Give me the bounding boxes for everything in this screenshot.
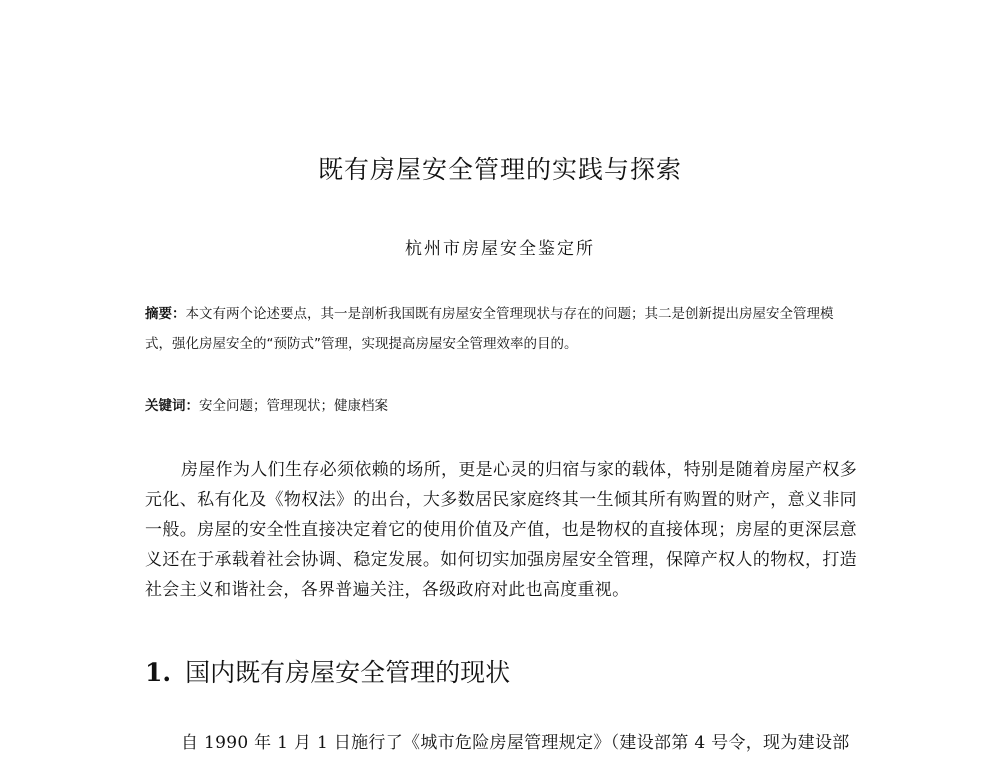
keywords-text: 安全问题；管理现状；健康档案 — [199, 398, 388, 414]
abstract-text: 本文有两个论述要点，其一是剖析我国既有房屋安全管理现状与存在的问题；其二是创新提出房屋安全管理模式，强化房屋安全的“预防式”管理，实现提高房屋安全管理效率的目的。 — [145, 306, 834, 352]
abstract-label: 摘要： — [145, 306, 186, 322]
section-heading — [145, 655, 857, 691]
section-heading-text: 国内既有房屋安全管理的现状 — [185, 658, 511, 687]
paper-title: 既有房屋安全管理的实践与探索 — [317, 155, 682, 184]
intro-paragraph: 房屋作为人们生存必须依赖的场所，更是心灵的归宿与家的载体，特别是随着房屋产权多元化、私有化及《物权法》的出台，大多数居民家庭终其一生倾其所有购置的财产，意义非同一般。房屋的安全性直接决定着它的使用价值及产值，也是物权的直接体现；房屋的更深层意义还在于承载着社会协调、稳定发展。如何切实加强房屋安全管理，保障产权人的物权，打造社会主义和谐社会，各界普遍关注，各级政府对此也高度重视。 — [145, 460, 857, 600]
keywords-label: 关键词： — [145, 398, 199, 414]
keywords — [145, 391, 857, 421]
section-number: 1. — [145, 658, 172, 687]
section-paragraph: 自 1990 年 1 月 1 日施行了《城市危险房屋管理规定》（建设部第 4 号令，现为建设部 — [181, 733, 850, 753]
abstract — [145, 299, 857, 359]
paper-author: 杭州市房屋安全鉴定所 — [405, 239, 595, 259]
